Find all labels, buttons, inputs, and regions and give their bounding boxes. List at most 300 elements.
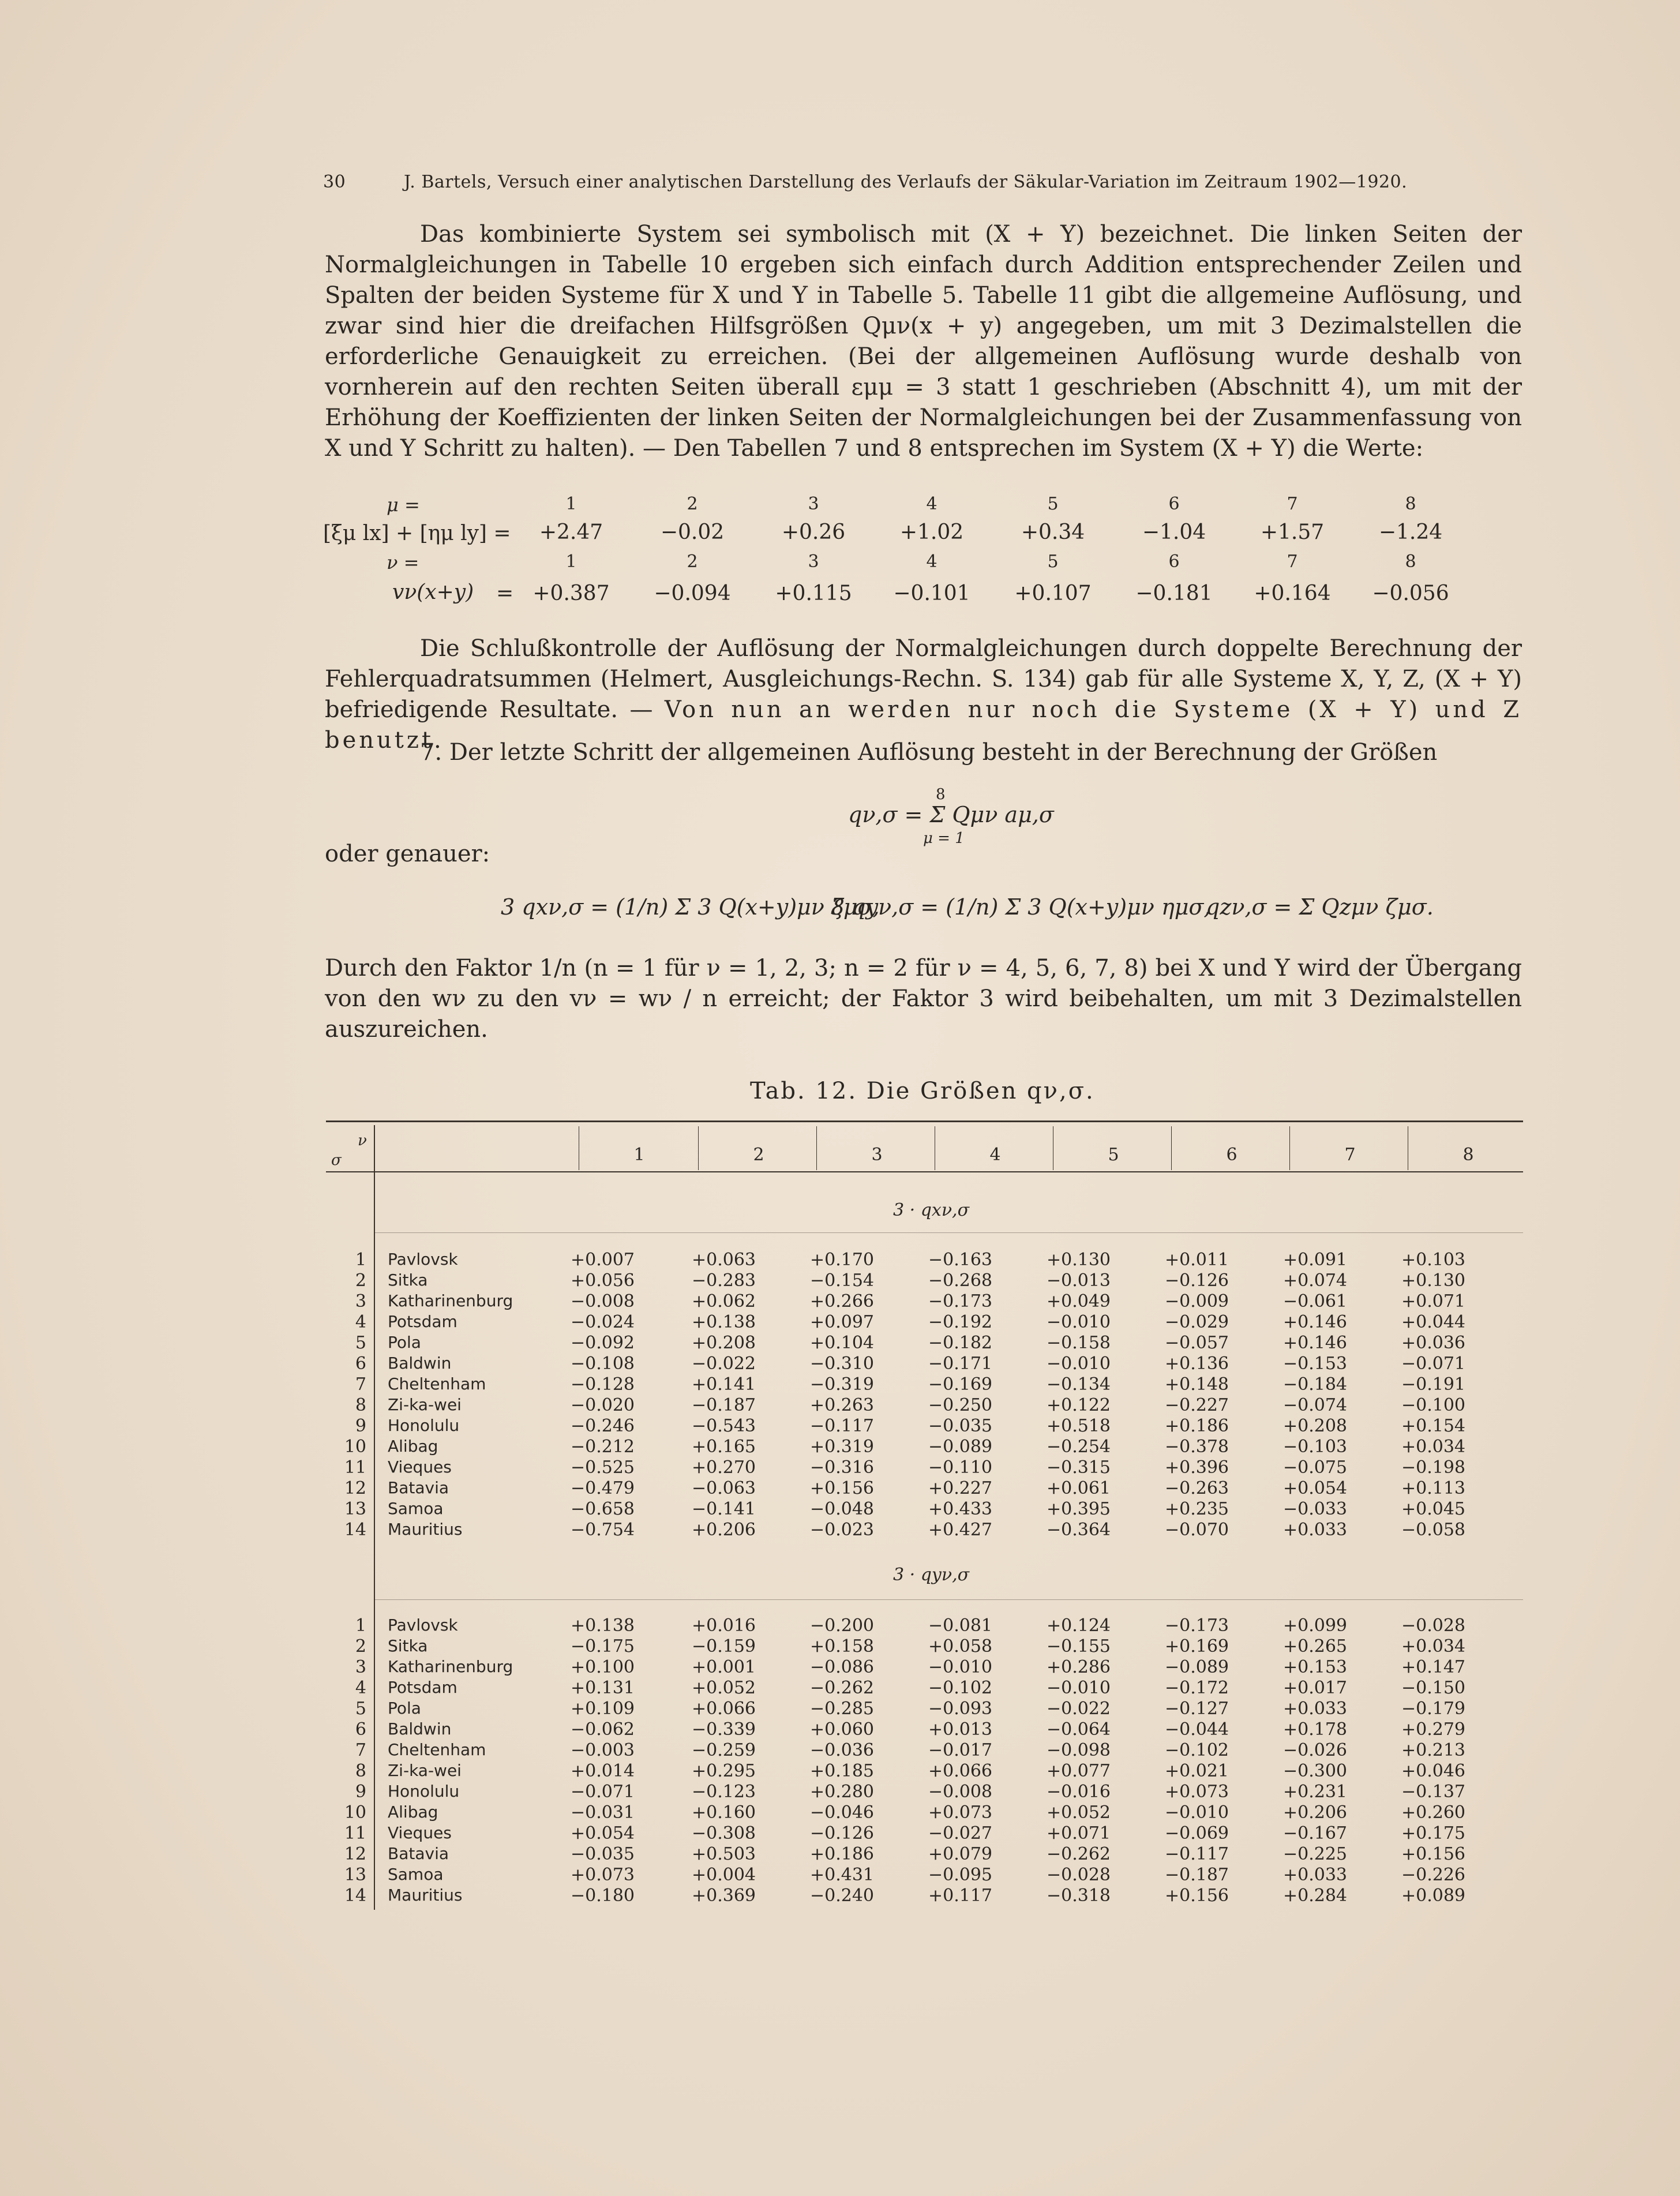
table-cell: −0.010 — [1046, 1354, 1111, 1374]
table-cell: +0.170 — [809, 1250, 874, 1270]
table-cell: −0.027 — [928, 1823, 992, 1843]
station-name: Honolulu — [388, 1416, 460, 1435]
row-number: 6 — [355, 1719, 366, 1740]
station-name: Samoa — [388, 1865, 444, 1884]
table-cell: −0.062 — [570, 1719, 635, 1740]
table-cell: +0.033 — [1282, 1865, 1347, 1885]
station-name: Pavlovsk — [388, 1250, 458, 1269]
formula-main-top: 8 — [936, 786, 946, 803]
table-cell: −0.081 — [928, 1616, 992, 1636]
station-name: Katharinenburg — [388, 1291, 513, 1310]
table-cell: −0.058 — [1401, 1520, 1465, 1540]
station-name: Potsdam — [388, 1312, 457, 1331]
table-cell: −0.044 — [1164, 1719, 1229, 1740]
station-name: Batavia — [388, 1844, 449, 1863]
table-cell: −0.010 — [928, 1657, 992, 1677]
table-cell: +0.175 — [1401, 1823, 1465, 1843]
table-cell: −0.024 — [570, 1312, 635, 1332]
table-cell: +0.036 — [1401, 1333, 1465, 1353]
table-cell: −0.173 — [928, 1291, 992, 1311]
table-cell: +0.154 — [1401, 1416, 1465, 1436]
table-cell: −0.310 — [809, 1354, 874, 1374]
station-name: Baldwin — [388, 1719, 452, 1738]
table-cell: +0.208 — [691, 1333, 756, 1353]
formula-y: 3 qyν,σ = (1/n) Σ 3 Q(x+y)μν ημσ, — [831, 894, 1211, 920]
table-cell: −0.008 — [570, 1291, 635, 1311]
table-cell: +0.061 — [1046, 1478, 1111, 1498]
table-cell: +0.013 — [928, 1719, 992, 1740]
table-cell: +0.396 — [1164, 1457, 1229, 1478]
table-cell: −0.155 — [1046, 1636, 1111, 1657]
table-cell: +0.130 — [1401, 1271, 1465, 1291]
table-cell: −0.061 — [1282, 1291, 1347, 1311]
table-cell: −0.064 — [1046, 1719, 1111, 1740]
table-cell: +0.433 — [928, 1499, 992, 1519]
table-cell: +0.079 — [928, 1844, 992, 1864]
control-text-a: Die Schlußkontrolle der Auflösung der Normalgleichungen durch doppelte Berechnung der Fehlerquadratsummen (Helmert, Ausgleichungs-Rechn. S. 134) gab für alle Systeme X, Y, Z, (X + Y) befriedigende Resultate. — — [325, 635, 1522, 723]
mu-index: 7 — [1287, 494, 1298, 514]
table-cell: +0.109 — [570, 1699, 635, 1719]
row-number: 5 — [355, 1699, 366, 1719]
table-cell: −0.127 — [1164, 1699, 1229, 1719]
table-cell: +0.016 — [691, 1616, 756, 1636]
table-cell: −0.070 — [1164, 1520, 1229, 1540]
table-cell: −0.200 — [809, 1616, 874, 1636]
table-cell: −0.250 — [928, 1395, 992, 1415]
table-cell: −0.029 — [1164, 1312, 1229, 1332]
table-cell: +0.186 — [1164, 1416, 1229, 1436]
table-cell: +0.186 — [809, 1844, 874, 1864]
nu-index: 6 — [1168, 552, 1180, 572]
table-cell: −0.134 — [1046, 1374, 1111, 1395]
v-label: vν(x+y) — [392, 580, 474, 604]
table-cell: +0.227 — [928, 1478, 992, 1498]
table-cell: −0.110 — [928, 1457, 992, 1478]
table-cell: +0.058 — [928, 1636, 992, 1657]
oder-genauer: oder genauer: — [325, 841, 490, 867]
station-name: Batavia — [388, 1478, 449, 1497]
table-cell: +0.034 — [1401, 1437, 1465, 1457]
table-cell: −0.163 — [928, 1250, 992, 1270]
table-cell: +0.052 — [691, 1678, 756, 1698]
v-value: +0.107 — [1014, 582, 1092, 605]
table-cell: −0.100 — [1401, 1395, 1465, 1415]
table-cell: −0.020 — [570, 1395, 635, 1415]
table-cell: −0.033 — [1282, 1499, 1347, 1519]
table-cell: −0.254 — [1046, 1437, 1111, 1457]
station-name: Alibag — [388, 1437, 438, 1456]
station-name: Katharinenburg — [388, 1657, 513, 1676]
v-value: +0.387 — [532, 582, 610, 605]
table-cell: +0.263 — [809, 1395, 874, 1415]
row-number: 14 — [344, 1520, 366, 1540]
station-name: Pavlovsk — [388, 1616, 458, 1635]
table-cell: −0.102 — [1164, 1740, 1229, 1760]
table-cell: +0.033 — [1282, 1520, 1347, 1540]
table-cell: −0.240 — [809, 1886, 874, 1906]
table-cell: −0.003 — [570, 1740, 635, 1760]
table-caption: Tab. 12. Die Größen qν,σ. — [750, 1078, 1095, 1104]
row-number: 14 — [344, 1886, 366, 1906]
corner-sigma: σ — [331, 1152, 342, 1169]
table-cell: −0.754 — [570, 1520, 635, 1540]
table-cell: −0.046 — [809, 1802, 874, 1823]
table-cell: +0.033 — [1282, 1699, 1347, 1719]
row-number: 1 — [355, 1616, 366, 1636]
nu-index: 4 — [926, 552, 937, 572]
table-cell: −0.117 — [1164, 1844, 1229, 1864]
table-cell: +0.206 — [1282, 1802, 1347, 1823]
row-number: 12 — [344, 1844, 366, 1864]
sum-value: −1.04 — [1142, 520, 1206, 544]
table-cell: −0.089 — [1164, 1657, 1229, 1677]
table-cell: −0.187 — [691, 1395, 756, 1415]
table-cell: +0.270 — [691, 1457, 756, 1478]
sum-value: +0.26 — [781, 520, 846, 544]
table-cell: +0.156 — [809, 1478, 874, 1498]
mu-index: 4 — [926, 494, 937, 514]
table-cell: +0.071 — [1046, 1823, 1111, 1843]
table-cell: −0.285 — [809, 1699, 874, 1719]
table-cell: −0.191 — [1401, 1374, 1465, 1395]
table-cell: −0.137 — [1401, 1782, 1465, 1802]
station-name: Potsdam — [388, 1678, 457, 1697]
table-cell: +0.056 — [570, 1271, 635, 1291]
table-cell: +0.279 — [1401, 1719, 1465, 1740]
table-cell: +0.011 — [1164, 1250, 1229, 1270]
row-number: 13 — [344, 1865, 366, 1885]
intro-paragraph: Das kombinierte System sei symbolisch mit (X + Y) bezeichnet. Die linken Seiten der Normalgleichungen in Tabelle 10 ergeben sich einfach durch Addition entsprechender Zeilen und Spalten der beiden Systeme für X und Y in Tabelle 5. Tabelle 11 gibt die allgemeine Auflösung, und zwar sind hier die dreifachen Hilfsgrößen Qμν(x + y) angegeben, um mit 3 Dezimalstellen die erforderliche Genauigkeit zu erreichen. (Bei der allgemeinen Auflösung wurde deshalb von vornherein auf den rechten Seiten überall εμμ = 3 statt 1 geschrieben (Abschnitt 4), um mit der Erhöhung der Koeffizienten der linken Seiten der Normalgleichungen bei der Zusammenfassung von X und Y Schritt zu halten). — Den Tabellen 7 und 8 entsprechen im System (X + Y) die Werte: — [325, 221, 1522, 462]
section-y-rule — [374, 1599, 1523, 1600]
column-header: 5 — [1108, 1145, 1119, 1165]
table-cell: −0.008 — [928, 1782, 992, 1802]
table-cell: −0.543 — [691, 1416, 756, 1436]
table-cell: −0.123 — [691, 1782, 756, 1802]
table-cell: +0.052 — [1046, 1802, 1111, 1823]
mu-index: 5 — [1047, 494, 1059, 514]
formula-z: qzν,σ = Σ Qzμν ζμσ. — [1206, 894, 1434, 920]
table-cell: −0.128 — [570, 1374, 635, 1395]
row-number: 5 — [355, 1333, 366, 1353]
v-value: −0.101 — [893, 582, 970, 605]
table-cell: +0.103 — [1401, 1250, 1465, 1270]
station-name: Mauritius — [388, 1886, 463, 1905]
table-cell: −0.226 — [1401, 1865, 1465, 1885]
table-cell: +0.319 — [809, 1437, 874, 1457]
table-cell: −0.095 — [928, 1865, 992, 1885]
table-cell: +0.147 — [1401, 1657, 1465, 1677]
row-number: 9 — [355, 1416, 366, 1436]
mu-index: 2 — [687, 494, 698, 514]
table-cell: +0.148 — [1164, 1374, 1229, 1395]
table-cell: −0.167 — [1282, 1823, 1347, 1843]
table-cell: +0.099 — [1282, 1616, 1347, 1636]
table-cell: −0.026 — [1282, 1740, 1347, 1760]
table-cell: −0.126 — [809, 1823, 874, 1843]
sum-value: +1.57 — [1260, 520, 1325, 544]
table-cell: −0.316 — [809, 1457, 874, 1478]
row-number: 8 — [355, 1395, 366, 1415]
table-cell: +0.060 — [809, 1719, 874, 1740]
table-cell: −0.184 — [1282, 1374, 1347, 1395]
v-value: −0.181 — [1135, 582, 1213, 605]
station-name: Samoa — [388, 1499, 444, 1518]
row-number: 6 — [355, 1354, 366, 1374]
table-cell: −0.153 — [1282, 1354, 1347, 1374]
table-cell: +0.369 — [691, 1886, 756, 1906]
table-cell: −0.246 — [570, 1416, 635, 1436]
corner-nu: ν — [358, 1132, 367, 1149]
table-cell: +0.136 — [1164, 1354, 1229, 1374]
row-number: 10 — [344, 1437, 366, 1457]
table-cell: +0.131 — [570, 1678, 635, 1698]
table-cell: +0.280 — [809, 1782, 874, 1802]
table-cell: +0.158 — [809, 1636, 874, 1657]
row-number: 4 — [355, 1678, 366, 1698]
table-cell: −0.028 — [1401, 1616, 1465, 1636]
table-stub-rule — [374, 1125, 375, 1910]
table-cell: +0.206 — [691, 1520, 756, 1540]
table-cell: +0.169 — [1164, 1636, 1229, 1657]
table-cell: −0.086 — [809, 1657, 874, 1677]
table-cell: −0.108 — [570, 1354, 635, 1374]
table-cell: +0.074 — [1282, 1271, 1347, 1291]
station-name: Cheltenham — [388, 1374, 486, 1393]
running-title: J. Bartels, Versuch einer analytischen Darstellung des Verlaufs der Säkular-Variation im Zeitraum 1902—1920. — [404, 172, 1408, 192]
table-cell: −0.089 — [928, 1437, 992, 1457]
table-cell: +0.165 — [691, 1437, 756, 1457]
station-name: Pola — [388, 1699, 421, 1718]
sum-label: [ξμ lx] + [ημ ly] = — [323, 522, 511, 545]
column-header: 8 — [1462, 1145, 1474, 1165]
station-name: Baldwin — [388, 1354, 452, 1373]
table-cell: +0.073 — [570, 1865, 635, 1885]
table-cell: +0.160 — [691, 1802, 756, 1823]
section-x-rule — [374, 1232, 1523, 1233]
mu-index: 6 — [1168, 494, 1180, 514]
column-rule — [1171, 1126, 1172, 1170]
column-rule — [816, 1126, 817, 1170]
table-cell: −0.009 — [1164, 1291, 1229, 1311]
v-value: +0.115 — [775, 582, 852, 605]
section-y-title: 3 · qyν,σ — [893, 1565, 970, 1585]
table-cell: +0.004 — [691, 1865, 756, 1885]
mu-index: 3 — [808, 494, 819, 514]
table-cell: −0.074 — [1282, 1395, 1347, 1415]
table-cell: +0.034 — [1401, 1636, 1465, 1657]
row-number: 13 — [344, 1499, 366, 1519]
table-cell: +0.104 — [809, 1333, 874, 1353]
sum-value: −1.24 — [1378, 520, 1443, 544]
table-cell: +0.130 — [1046, 1250, 1111, 1270]
step7-paragraph: 7. Der letzte Schritt der allgemeinen Auflösung besteht in der Berechnung der Größen — [420, 739, 1438, 766]
table-cell: +0.066 — [928, 1761, 992, 1781]
table-cell: +0.001 — [691, 1657, 756, 1677]
row-number: 11 — [344, 1457, 366, 1478]
nu-index: 3 — [808, 552, 819, 572]
nu-index: 5 — [1047, 552, 1059, 572]
table-cell: −0.010 — [1164, 1802, 1229, 1823]
table-cell: +0.063 — [691, 1250, 756, 1270]
table-cell: +0.097 — [809, 1312, 874, 1332]
table-cell: −0.010 — [1046, 1678, 1111, 1698]
table-cell: +0.153 — [1282, 1657, 1347, 1677]
table-cell: −0.182 — [928, 1333, 992, 1353]
table-cell: +0.178 — [1282, 1719, 1347, 1740]
table-cell: +0.427 — [928, 1520, 992, 1540]
table-cell: −0.150 — [1401, 1678, 1465, 1698]
table-cell: +0.045 — [1401, 1499, 1465, 1519]
table-cell: −0.187 — [1164, 1865, 1229, 1885]
table-cell: +0.054 — [570, 1823, 635, 1843]
table-cell: −0.036 — [809, 1740, 874, 1760]
table-cell: −0.198 — [1401, 1457, 1465, 1478]
table-cell: +0.395 — [1046, 1499, 1111, 1519]
nu-index: 7 — [1287, 552, 1298, 572]
row-number: 2 — [355, 1636, 366, 1657]
row-number: 10 — [344, 1802, 366, 1823]
row-number: 9 — [355, 1782, 366, 1802]
table-cell: −0.175 — [570, 1636, 635, 1657]
nu-label: ν = — [387, 552, 419, 574]
table-cell: +0.054 — [1282, 1478, 1347, 1498]
table-cell: +0.284 — [1282, 1886, 1347, 1906]
table-cell: −0.319 — [809, 1374, 874, 1395]
table-cell: −0.179 — [1401, 1699, 1465, 1719]
v-value: −0.056 — [1372, 582, 1449, 605]
table-cell: −0.364 — [1046, 1520, 1111, 1540]
table-cell: +0.213 — [1401, 1740, 1465, 1760]
page-number: 30 — [323, 172, 346, 192]
nu-index: 2 — [687, 552, 698, 572]
table-cell: +0.208 — [1282, 1416, 1347, 1436]
table-cell: −0.057 — [1164, 1333, 1229, 1353]
table-cell: +0.266 — [809, 1291, 874, 1311]
nu-index: 1 — [565, 552, 577, 572]
table-cell: +0.146 — [1282, 1333, 1347, 1353]
row-number: 7 — [355, 1374, 366, 1395]
table-cell: +0.021 — [1164, 1761, 1229, 1781]
table-cell: +0.146 — [1282, 1312, 1347, 1332]
v-value: +0.164 — [1254, 582, 1331, 605]
table-cell: −0.117 — [809, 1416, 874, 1436]
table-cell: −0.017 — [928, 1740, 992, 1760]
station-name: Sitka — [388, 1636, 428, 1655]
section-x-title: 3 · qxν,σ — [893, 1200, 970, 1220]
table-cell: −0.283 — [691, 1271, 756, 1291]
table-cell: −0.658 — [570, 1499, 635, 1519]
column-header: 2 — [753, 1145, 764, 1165]
column-header: 3 — [871, 1145, 883, 1165]
row-number: 2 — [355, 1271, 366, 1291]
table-cell: +0.100 — [570, 1657, 635, 1677]
row-number: 3 — [355, 1291, 366, 1311]
table-cell: +0.017 — [1282, 1678, 1347, 1698]
table-cell: −0.158 — [1046, 1333, 1111, 1353]
table-cell: +0.141 — [691, 1374, 756, 1395]
column-rule — [1289, 1126, 1290, 1170]
table-cell: +0.518 — [1046, 1416, 1111, 1436]
v-value: −0.094 — [654, 582, 731, 605]
table-cell: +0.073 — [1164, 1782, 1229, 1802]
table-cell: +0.124 — [1046, 1616, 1111, 1636]
table-cell: −0.173 — [1164, 1616, 1229, 1636]
table-cell: −0.069 — [1164, 1823, 1229, 1843]
table-cell: +0.156 — [1164, 1886, 1229, 1906]
formula-main-expr: qν,σ = Σ Qμν aμ,σ — [848, 802, 1054, 827]
table-cell: +0.235 — [1164, 1499, 1229, 1519]
table-cell: −0.225 — [1282, 1844, 1347, 1864]
row-number: 3 — [355, 1657, 366, 1677]
formula-x: 3 qxν,σ = (1/n) Σ 3 Q(x+y)μν ξμσ, — [501, 894, 880, 920]
table-cell: −0.169 — [928, 1374, 992, 1395]
table-cell: −0.022 — [691, 1354, 756, 1374]
table-cell: −0.212 — [570, 1437, 635, 1457]
table-cell: +0.062 — [691, 1291, 756, 1311]
factor-paragraph: Durch den Faktor 1/n (n = 1 für ν = 1, 2, 3; n = 2 für ν = 4, 5, 6, 7, 8) bei X und Y wird der Übergang von den wν zu den vν = wν / n erreicht; der Faktor 3 wird beibehalten, um mit 3 Dezimalstellen auszureichen. — [325, 955, 1522, 1043]
station-name: Vieques — [388, 1823, 452, 1842]
table-cell: −0.308 — [691, 1823, 756, 1843]
table-cell: +0.231 — [1282, 1782, 1347, 1802]
table-cell: −0.259 — [691, 1740, 756, 1760]
row-number: 7 — [355, 1740, 366, 1760]
table-cell: +0.071 — [1401, 1291, 1465, 1311]
sum-value: +2.47 — [539, 520, 603, 544]
table-cell: −0.075 — [1282, 1457, 1347, 1478]
table-cell: −0.093 — [928, 1699, 992, 1719]
table-cell: −0.192 — [928, 1312, 992, 1332]
table-cell: −0.102 — [928, 1678, 992, 1698]
station-name: Sitka — [388, 1271, 428, 1290]
table-cell: −0.048 — [809, 1499, 874, 1519]
table-cell: −0.227 — [1164, 1395, 1229, 1415]
table-cell: −0.013 — [1046, 1271, 1111, 1291]
table-cell: +0.260 — [1401, 1802, 1465, 1823]
table-cell: −0.016 — [1046, 1782, 1111, 1802]
station-name: Mauritius — [388, 1520, 463, 1539]
table-cell: +0.138 — [691, 1312, 756, 1332]
mu-label: μ = — [387, 494, 420, 516]
table-cell: −0.103 — [1282, 1437, 1347, 1457]
table-cell: +0.122 — [1046, 1395, 1111, 1415]
mu-index: 1 — [565, 494, 577, 514]
table-cell: +0.077 — [1046, 1761, 1111, 1781]
table-cell: −0.071 — [570, 1782, 635, 1802]
table-cell: +0.431 — [809, 1865, 874, 1885]
table-cell: +0.046 — [1401, 1761, 1465, 1781]
row-number: 1 — [355, 1250, 366, 1270]
v-eq: = — [496, 582, 514, 605]
table-cell: +0.014 — [570, 1761, 635, 1781]
table-cell: −0.022 — [1046, 1699, 1111, 1719]
table-cell: −0.031 — [570, 1802, 635, 1823]
table-cell: +0.138 — [570, 1616, 635, 1636]
table-cell: +0.091 — [1282, 1250, 1347, 1270]
sum-value: +0.34 — [1021, 520, 1085, 544]
table-cell: +0.113 — [1401, 1478, 1465, 1498]
table-cell: +0.286 — [1046, 1657, 1111, 1677]
table-cell: −0.479 — [570, 1478, 635, 1498]
table-cell: +0.265 — [1282, 1636, 1347, 1657]
table-cell: +0.117 — [928, 1886, 992, 1906]
table-cell: −0.159 — [691, 1636, 756, 1657]
table-cell: −0.262 — [1046, 1844, 1111, 1864]
station-name: Vieques — [388, 1457, 452, 1477]
station-name: Alibag — [388, 1802, 438, 1822]
table-cell: −0.315 — [1046, 1457, 1111, 1478]
table-cell: −0.063 — [691, 1478, 756, 1498]
row-number: 11 — [344, 1823, 366, 1843]
